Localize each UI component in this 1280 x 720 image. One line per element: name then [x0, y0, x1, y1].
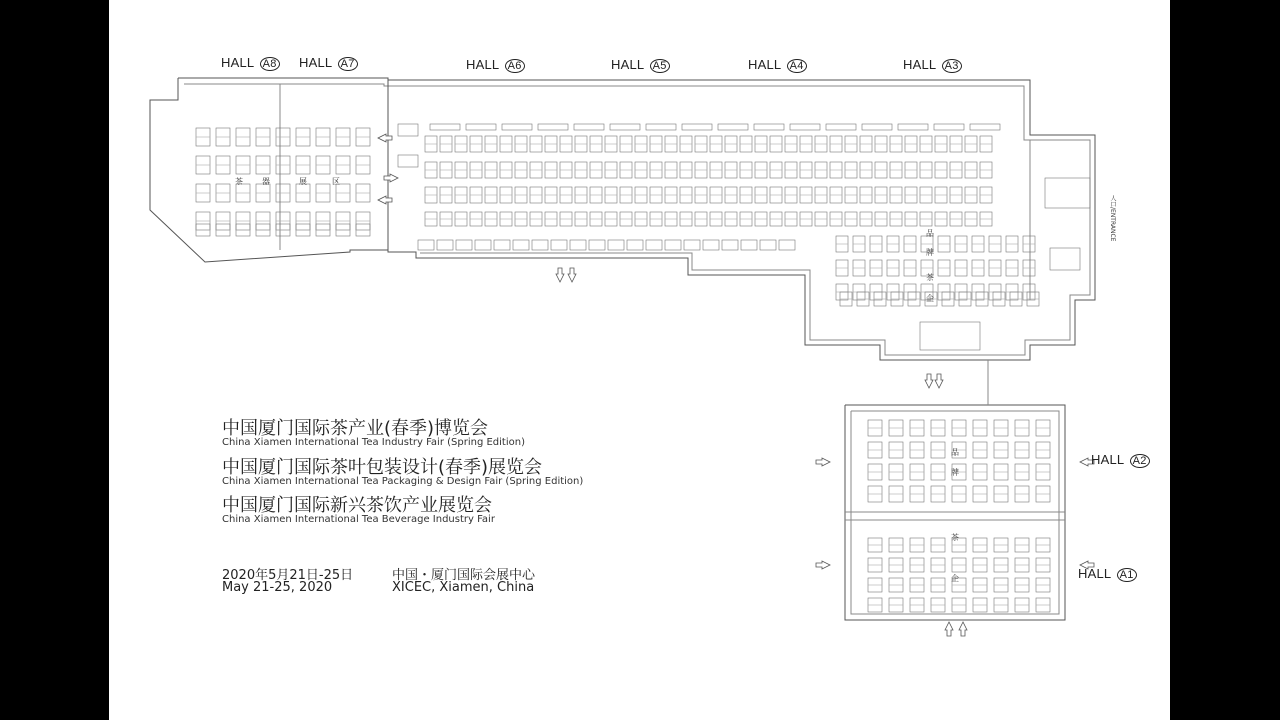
booth	[665, 240, 681, 250]
event-date-en: May 21-25, 2020	[222, 580, 333, 595]
booth	[538, 124, 568, 130]
entry-arrow-up-2	[568, 268, 576, 282]
booth	[862, 124, 892, 130]
entry-arrow-right-1	[384, 174, 398, 182]
entry-arrow-up-1	[556, 268, 564, 282]
hall-label-a2: HALL A2	[1091, 452, 1150, 468]
entry-arrow-right-3	[816, 561, 830, 569]
booth	[703, 240, 719, 250]
booth	[970, 124, 1000, 130]
zone-char: 品	[926, 229, 934, 238]
office-block	[398, 124, 418, 136]
booth	[589, 240, 605, 250]
booth	[646, 240, 662, 250]
service-room	[920, 322, 980, 350]
booth	[934, 124, 964, 130]
title-zh-2: 中国厦门国际茶叶包装设计(春季)展览会	[222, 457, 543, 478]
booth	[722, 240, 738, 250]
booth	[574, 124, 604, 130]
booth	[610, 124, 640, 130]
service-room	[1050, 248, 1080, 270]
hall-label-a1: HALL A1	[1078, 566, 1137, 582]
entry-arrow-up-3	[945, 622, 953, 636]
booth	[754, 124, 784, 130]
event-venue-en: XICEC, Xiamen, China	[392, 580, 535, 595]
booth	[475, 240, 491, 250]
hall-label-a8: HALL A8	[221, 55, 280, 71]
title-en-3: China Xiamen International Tea Beverage Industry Fair	[222, 514, 495, 525]
booth	[570, 240, 586, 250]
zone-char: 企	[951, 574, 959, 583]
event-venue-zh: 中国・厦门国际会展中心	[392, 568, 536, 583]
booth	[466, 124, 496, 130]
zone-char: 展	[299, 177, 307, 186]
booth	[718, 124, 748, 130]
hall-label-a3: HALL A3	[903, 57, 962, 73]
booth	[456, 240, 472, 250]
event-date-zh: 2020年5月21日-25日	[222, 568, 354, 583]
booth	[790, 124, 820, 130]
title-zh-3: 中国厦门国际新兴茶饮产业展览会	[222, 495, 492, 516]
booth	[494, 240, 510, 250]
zone-char: 品	[951, 448, 959, 457]
entry-arrow-down-2	[935, 374, 943, 388]
entrance-label: 人口/ENTRANCE	[1109, 195, 1116, 242]
title-en-2: China Xiamen International Tea Packaging & Design Fair (Spring Edition)	[222, 476, 584, 487]
booth	[826, 124, 856, 130]
entry-arrow-left-1	[378, 134, 392, 142]
hall-label-a6: HALL A6	[466, 57, 525, 73]
booth	[513, 240, 529, 250]
entry-arrow-up-4	[959, 622, 967, 636]
zone-char: 牌	[926, 248, 934, 257]
booth	[551, 240, 567, 250]
zone-char: 茶	[951, 533, 959, 542]
booth	[418, 240, 434, 250]
booth	[430, 124, 460, 130]
booth	[608, 240, 624, 250]
booth	[437, 240, 453, 250]
zone-char: 区	[332, 177, 340, 186]
booth	[502, 124, 532, 130]
hall-label-a7: HALL A7	[299, 55, 358, 71]
zone-char: 茶	[926, 273, 934, 282]
zone-char: 企	[926, 294, 934, 303]
hall-label-a4: HALL A4	[748, 57, 807, 73]
zone-char: 茶	[235, 177, 243, 186]
title-zh-1: 中国厦门国际茶产业(春季)博览会	[222, 418, 489, 439]
booth	[627, 240, 643, 250]
zone-char: 器	[262, 177, 270, 186]
booth	[532, 240, 548, 250]
service-room	[1045, 178, 1090, 208]
booth	[682, 124, 712, 130]
title-en-1: China Xiamen International Tea Industry Fair (Spring Edition)	[222, 437, 525, 448]
entry-arrow-down-1	[925, 374, 933, 388]
entry-arrow-right-2	[816, 458, 830, 466]
booth	[646, 124, 676, 130]
booth	[779, 240, 795, 250]
hall-label-a5: HALL A5	[611, 57, 670, 73]
entry-arrow-left-2	[378, 196, 392, 204]
booth	[684, 240, 700, 250]
office-block	[398, 155, 418, 167]
booth	[760, 240, 776, 250]
booth	[898, 124, 928, 130]
zone-char: 牌	[951, 468, 959, 477]
booth	[741, 240, 757, 250]
